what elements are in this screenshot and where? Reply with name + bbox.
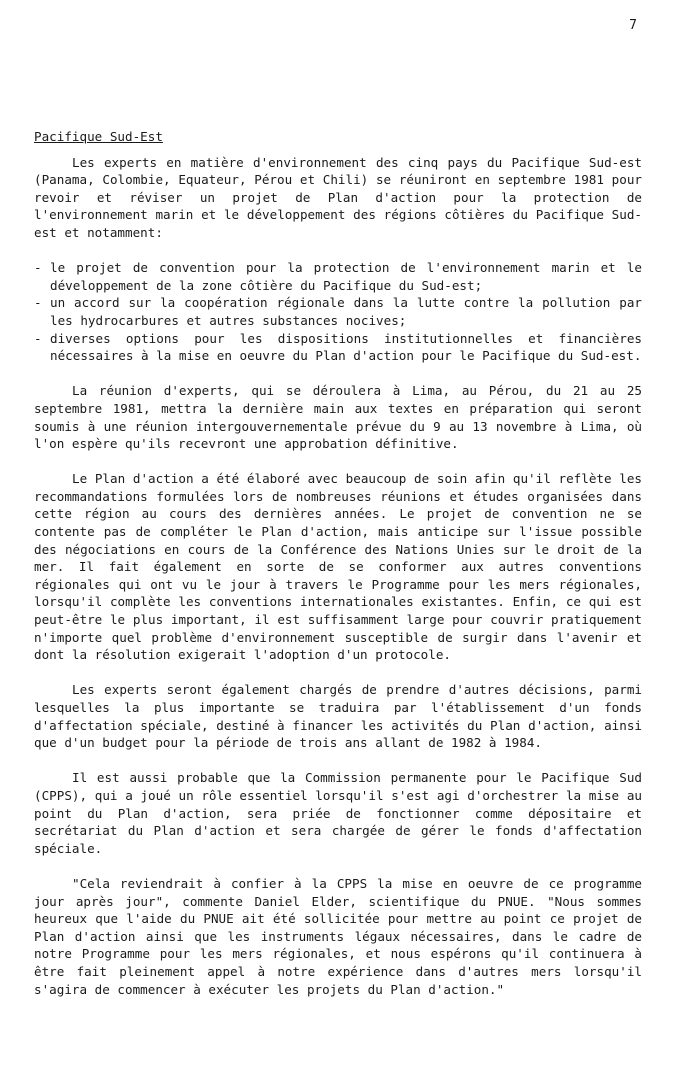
paragraph-meeting-lima: La réunion d'experts, qui se déroulera à Lima, au Pérou, du 21 au 25 septembre 1981, mettra la dernière main aux textes en préparation qui seront soumis à une réunion intergouvernementale prévue du 9 au 13 novembre à Lima, où l'on espère qu'ils recevront une approbation définitive. [34, 383, 642, 452]
paragraph-cpps: Il est aussi probable que la Commission permanente pour le Pacifique Sud (CPPS), qui a joué un rôle essentiel lorsqu'il s'est agi d'orchestrer la mise au point du Plan d'action, sera priée de fonctionner comme dépositaire et secrétariat du Plan d'action et sera chargée de gérer le fonds d'affectation spéciale. [34, 770, 642, 856]
list-item [34, 330, 642, 365]
bullet-list [34, 259, 642, 365]
bullet-dash: - [34, 295, 42, 311]
intro-paragraph: Les experts en matière d'environnement des cinq pays du Pacifique Sud-est (Panama, Colombie, Equateur, Pérou et Chili) se réuniront en septembre 1981 pour revoir et réviser un projet de Plan d'action pour la protection de l'environnement marin et le développement des régions côtières du Pacifique Sud-est et notamment: [34, 154, 642, 240]
article-body [34, 128, 642, 1016]
page-number: 7 [629, 18, 637, 33]
paragraph-experts-decisions: Les experts seront également chargés de prendre d'autres décisions, parmi lesquelles la plus importante se traduira par l'établissement d'un fonds d'affectation spéciale, destiné à financer les activités du Plan d'action, ainsi que d'un budget pour la période de trois ans allant de 1982 à 1984. [34, 682, 642, 751]
list-item-text: le projet de convention pour la protection de l'environnement marin et le développement de la zone côtière du Pacifique du Sud-est; [50, 260, 642, 293]
paragraph-plan-action: Le Plan d'action a été élaboré avec beaucoup de soin afin qu'il reflète les recommandations formulées lors de nombreuses réunions et études organisées dans cette région au cours des dernières années. Le projet de convention ne se contente pas de compléter le Plan d'action, mais anticipe sur l'issue possible des négociations en cours de la Conférence des Nations Unies sur le droit de la mer. Il fait également en sorte de se conformer aux autres conventions régionales qui ont vu le jour à travers le Programme pour les mers régionales, lorsqu'il complète les conventions internationales existantes. Enfin, ce qui est peut-être le plus important, il est suffisamment large pour couvrir pratiquement n'importe quel problème d'environnement susceptible de surgir dans l'avenir et dont la résolution exigerait l'adoption d'un protocole. [34, 471, 642, 663]
bullet-dash: - [34, 330, 42, 346]
list-item-text: un accord sur la coopération régionale dans la lutte contre la pollution par les hydrocarbures et autres substances nocives; [50, 295, 642, 328]
paragraph-quote: "Cela reviendrait à confier à la CPPS la mise en oeuvre de ce programme jour après jour", commente Daniel Elder, scientifique du PNUE. "Nous sommes heureux que l'aide du PNUE ait été sollicitée pour mettre au point ce projet de Plan d'action ainsi que les instruments légaux nécessaires, dans le cadre de notre Programme pour les mers régionales, et nous espérons qu'il continuera à être fait pleinement appel à notre expérience dans d'autres mers lorsqu'il s'agira de commencer à exécuter les projets du Plan d'action." [34, 875, 642, 997]
bullet-dash: - [34, 260, 42, 276]
list-item-text: diverses options pour les dispositions institutionnelles et financières nécessaires à la mise en oeuvre du Plan d'action pour le Pacifique du Sud-est. [50, 330, 642, 364]
list-item [34, 294, 642, 329]
list-item [34, 259, 642, 294]
section-heading: Pacifique Sud-Est [34, 129, 163, 144]
